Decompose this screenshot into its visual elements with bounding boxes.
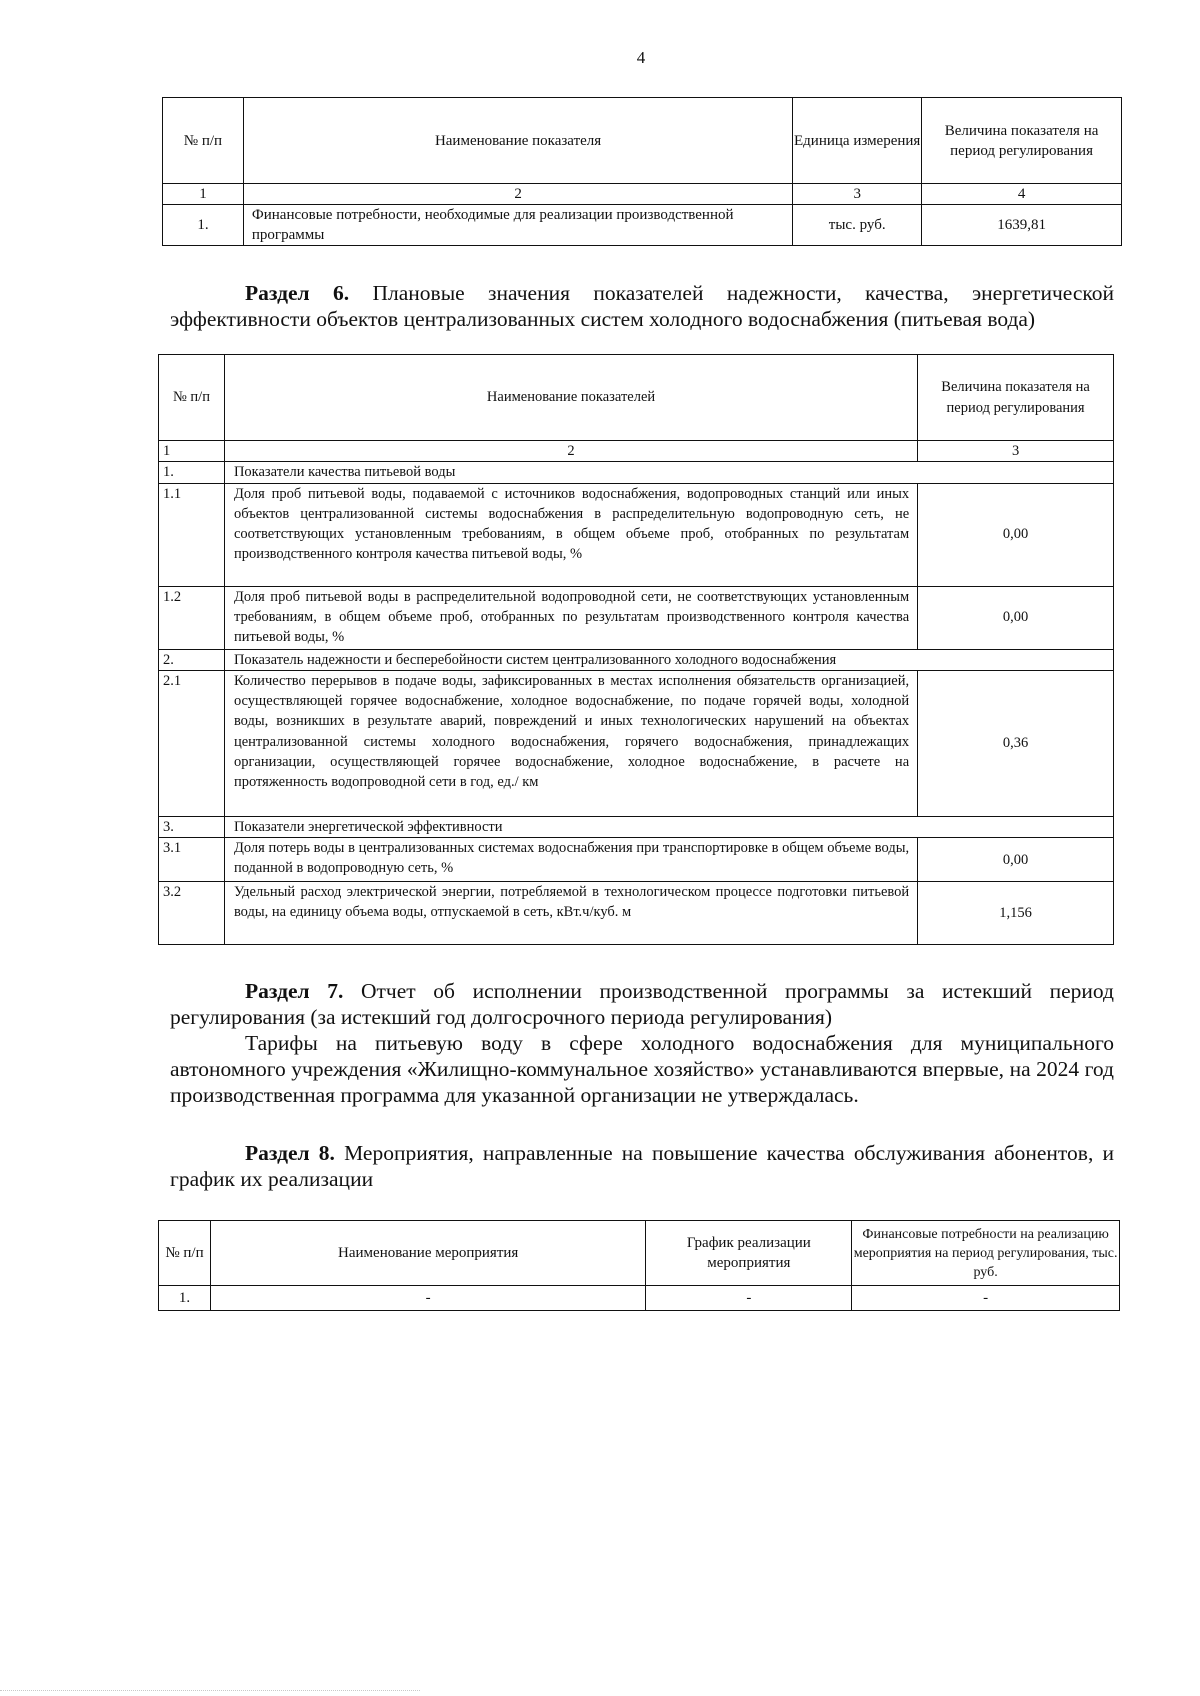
row-text: Доля проб питьевой воды в распределительной водопроводной сети, не соответствующих установленным требованиям, в общем объеме проб, отобранных по результатам производственного контроля качества питьевой воды, %: [224, 586, 917, 649]
group-title: Показатели энергетической эффективности: [224, 816, 1113, 837]
table-row: [159, 838, 1114, 882]
indicators-table: [158, 354, 1114, 945]
table-row: [159, 1286, 1120, 1311]
row-unit: тыс. руб.: [793, 205, 922, 246]
col-number: 3: [793, 184, 922, 205]
section-6-label: Раздел 6.: [245, 281, 350, 305]
section-8-text: Мероприятия, направленные на повышение качества обслуживания абонентов, и график их реализации: [170, 1141, 1114, 1191]
col-number: 1: [159, 441, 225, 462]
group-num: 1.: [159, 462, 225, 483]
table-row: [159, 483, 1114, 586]
group-num: 3.: [159, 816, 225, 837]
section-7: [170, 978, 1114, 1108]
row-name: Финансовые потребности, необходимые для реализации производственной программы: [243, 205, 792, 246]
header-name: Наименование показателей: [224, 355, 917, 441]
row-text: Доля проб питьевой воды, подаваемой с источников водоснабжения, водопроводных станций или иных объектов централизованной системы водоснабжения в распределительную водопроводную сеть, не соответствующих установленным требованиям, в общем объеме проб, отобранных по результатам производственного контроля качества питьевой воды, %: [224, 483, 917, 586]
group-row: [159, 462, 1114, 483]
row-text: Количество перерывов в подаче воды, зафиксированных в местах исполнения обязательств организацией, осуществляющей горячее водоснабжение, холодное водоснабжение, по подаче горячей воды, холодной воды, возникших в результате аварий, повреждений и иных технологических нарушений на объектах централизованной системы холодного водоснабжения, горячего водоснабжения, принадлежащих организации, осуществляющей горячее водоснабжение, холодное водоснабжение, в расчете на протяженность водопроводной сети в год, ед./ км: [224, 670, 917, 816]
section-7-label: Раздел 7.: [245, 979, 344, 1003]
row-value: 1,156: [918, 882, 1114, 945]
col-number: 4: [922, 184, 1122, 205]
header-name: Наименование показателя: [243, 98, 792, 184]
col-number: 3: [918, 441, 1114, 462]
col-number: 2: [224, 441, 917, 462]
row-value: 0,00: [918, 838, 1114, 882]
row-num: 3.2: [159, 882, 225, 945]
header-unit: Единица измерения: [793, 98, 922, 184]
group-title: Показатели качества питьевой воды: [224, 462, 1113, 483]
section-7-text: Отчет об исполнении производственной программы за истекший период регулирования (за истекший год долгосрочного периода регулирования): [170, 979, 1115, 1029]
header-value: Величина показателя на период регулирования: [922, 98, 1122, 184]
scan-edge: [0, 1690, 420, 1693]
group-title: Показатель надежности и бесперебойности систем централизованного холодного водоснабжения: [224, 649, 1113, 670]
header-schedule: График реализации мероприятия: [646, 1221, 852, 1286]
measures-table: [158, 1220, 1120, 1311]
table-row: [159, 670, 1114, 816]
table-row: [163, 205, 1122, 246]
row-text: Доля потерь воды в централизованных системах водоснабжения при транспортировке в общем объеме воды, поданной в водопроводную сеть, %: [224, 838, 917, 882]
section-6-text: Плановые значения показателей надежности, качества, энергетической эффективности объектов централизованных систем холодного водоснабжения (питьевая вода): [170, 281, 1114, 331]
section-7-paragraph: Тарифы на питьевую воду в сфере холодного водоснабжения для муниципального автономного учреждения «Жилищно-коммунальное хозяйство» устанавливаются впервые, на 2024 год производственная программа для указанной организации не утверждалась.: [170, 1031, 1114, 1107]
header-value: Величина показателя на период регулирования: [918, 355, 1114, 441]
row-value: 1639,81: [922, 205, 1122, 246]
row-value: 0,00: [918, 586, 1114, 649]
row-schedule: -: [646, 1286, 852, 1311]
group-num: 2.: [159, 649, 225, 670]
row-value: 0,00: [918, 483, 1114, 586]
row-text: Удельный расход электрической энергии, потребляемой в технологическом процессе подготовки питьевой воды, на единицу объема воды, отпускаемой в сеть, кВт.ч/куб. м: [224, 882, 917, 945]
row-num: 1.2: [159, 586, 225, 649]
row-finance: -: [852, 1286, 1120, 1311]
row-name: -: [210, 1286, 645, 1311]
financial-needs-table: [162, 97, 1122, 246]
row-num: 1.: [159, 1286, 211, 1311]
header-num: № п/п: [159, 1221, 211, 1286]
row-num: 1.1: [159, 483, 225, 586]
row-value: 0,36: [918, 670, 1114, 816]
header-finance: Финансовые потребности на реализацию мероприятия на период регулирования, тыс. руб.: [852, 1221, 1120, 1286]
row-num: 3.1: [159, 838, 225, 882]
col-number: 1: [163, 184, 244, 205]
header-name: Наименование мероприятия: [210, 1221, 645, 1286]
table-row: [159, 586, 1114, 649]
header-num: № п/п: [163, 98, 244, 184]
section-6-heading: [170, 280, 1114, 332]
group-row: [159, 816, 1114, 837]
table-row: [159, 882, 1114, 945]
row-num: 1.: [163, 205, 244, 246]
group-row: [159, 649, 1114, 670]
section-8-label: Раздел 8.: [245, 1141, 335, 1165]
section-8-heading: [170, 1140, 1114, 1192]
header-num: № п/п: [159, 355, 225, 441]
col-number: 2: [243, 184, 792, 205]
row-num: 2.1: [159, 670, 225, 816]
page-number: 4: [636, 48, 646, 67]
